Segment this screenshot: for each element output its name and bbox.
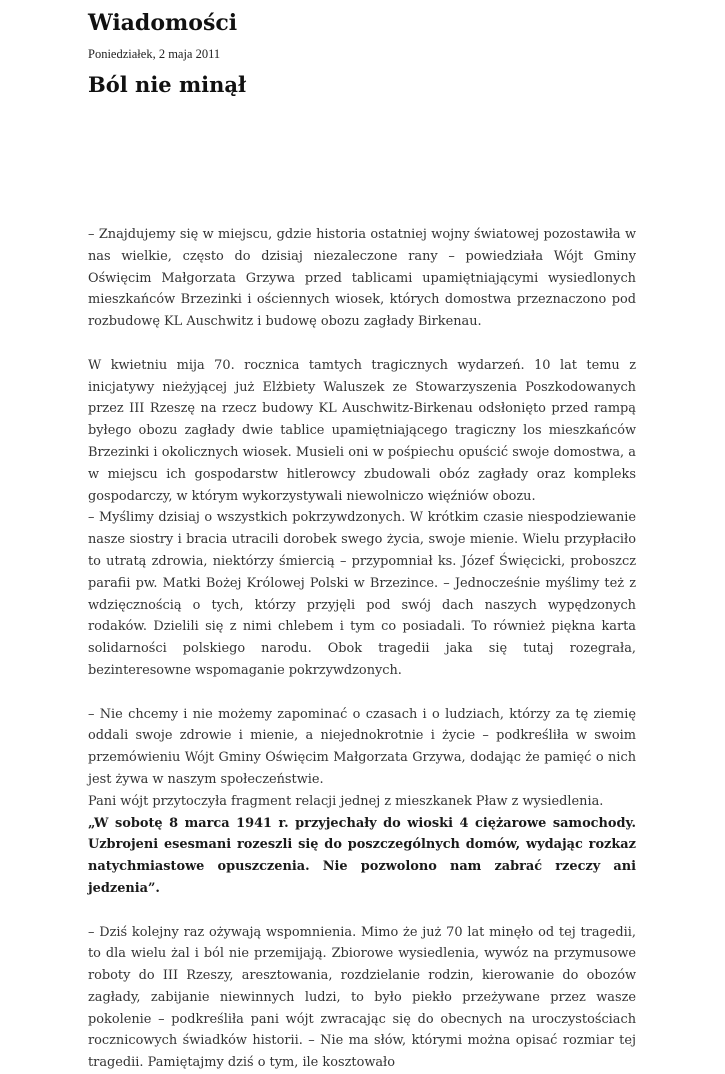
post-date: Poniedziałek, 2 maja 2011 [88,46,220,62]
article-paragraph: – Nie chcemy i nie możemy zapominać o czasach i o ludziach, którzy za tę ziemię oddali swoje zdrowie i mienie, a niejednokrotnie i życie – podkreśliła w swoim przemówieniu Wójt Gminy Oświęcim Małgorzata Grzywa, dodając że pamięć o nich jest żywa w naszym społeczeństwie. [88,704,636,791]
site-title[interactable]: Wiadomości [88,8,237,38]
article-paragraph: – Znajdujemy się w miejscu, gdzie historia ostatniej wojny światowej pozostawiła w nas wielkie, często do dzisiaj niezaleczone rany – powiedziała Wójt Gminy Oświęcim Małgorzata Grzywa przed tablicami upamiętniającymi wysiedlonych mieszkańców Brzezinki i ościennych wiosek, których domostwa przeznaczono pod rozbudowę KL Auschwitz i budowę obozu zagłady Birkenau. [88,224,636,333]
article-paragraph: – Myślimy dzisiaj o wszystkich pokrzywdzonych. W krótkim czasie niespodziewanie nasze siostry i bracia utracili dorobek swego życia, swoje mienie. Wielu przypłaciło to utratą zdrowia, niektórzy śmiercią – przypomniał ks. Józef Święcicki, proboszcz parafii pw. Matki Bożej Królowej Polski w Brzezince. – Jednocześnie myślimy też z wdzięcznością o tych, którzy przyjęli pod swój dach naszych wypędzonych rodaków. Dzielili się z nimi chlebem i tym co posiadali. To również piękna karta solidarności polskiego narodu. Obok tragedii jaka się tutaj rozegrała, bezinteresowne wspomaganie pokrzywdzonych. [88,507,636,681]
article-paragraph: – Dziś kolejny raz ożywają wspomnienia. Mimo że już 70 lat minęło od tej tragedii, to dla wielu żal i ból nie przemijają. Zbiorowe wysiedlenia, wywóz na przymusowe roboty do III Rzeszy, aresztowania, rozdzielanie rodzin, kierowanie do obozów zagłady, zabijanie niewinnych ludzi, to było piekło przeżywane przez wasze pokolenie – podkreśliła pani wójt zwracając się do obecnych na uroczystościach rocznicowych świadków historii. – Nie ma słów, którymi można opisać rozmiar tej tragedii. Pamiętajmy dziś o tym, ile kosztowało [88,922,636,1074]
article-body [88,224,636,1074]
post-title: Ból nie minął [88,70,246,100]
article-paragraph: W kwietniu mija 70. rocznica tamtych tragicznych wydarzeń. 10 lat temu z inicjatywy nieżyjącej już Elżbiety Waluszek ze Stowarzyszenia Poszkodowanych przez III Rzeszę na rzecz budowy KL Auschwitz-Birkenau odsłonięto przed rampą byłego obozu zagłady dwie tablice upamiętniającego tragiczny los mieszkańców Brzezinki i okolicznych wiosek. Musieli oni w pośpiechu opuścić swoje domostwa, a w miejscu ich gospodarstw hitlerowcy zbudowali obóz zagłady oraz kompleks gospodarczy, w którym wykorzystywali niewolniczo więźniów obozu. [88,355,636,508]
article-paragraph: Pani wójt przytoczyła fragment relacji jednej z mieszkanek Pław z wysiedlenia. [88,791,636,813]
article-quote: „W sobotę 8 marca 1941 r. przyjechały do wioski 4 ciężarowe samochody. Uzbrojeni esesmani rozeszli się do poszczególnych domów, wydając rozkaz natychmiastowe opuszczenia. Nie pozwolono nam zabrać rzeczy ani jedzenia”. [88,813,636,900]
